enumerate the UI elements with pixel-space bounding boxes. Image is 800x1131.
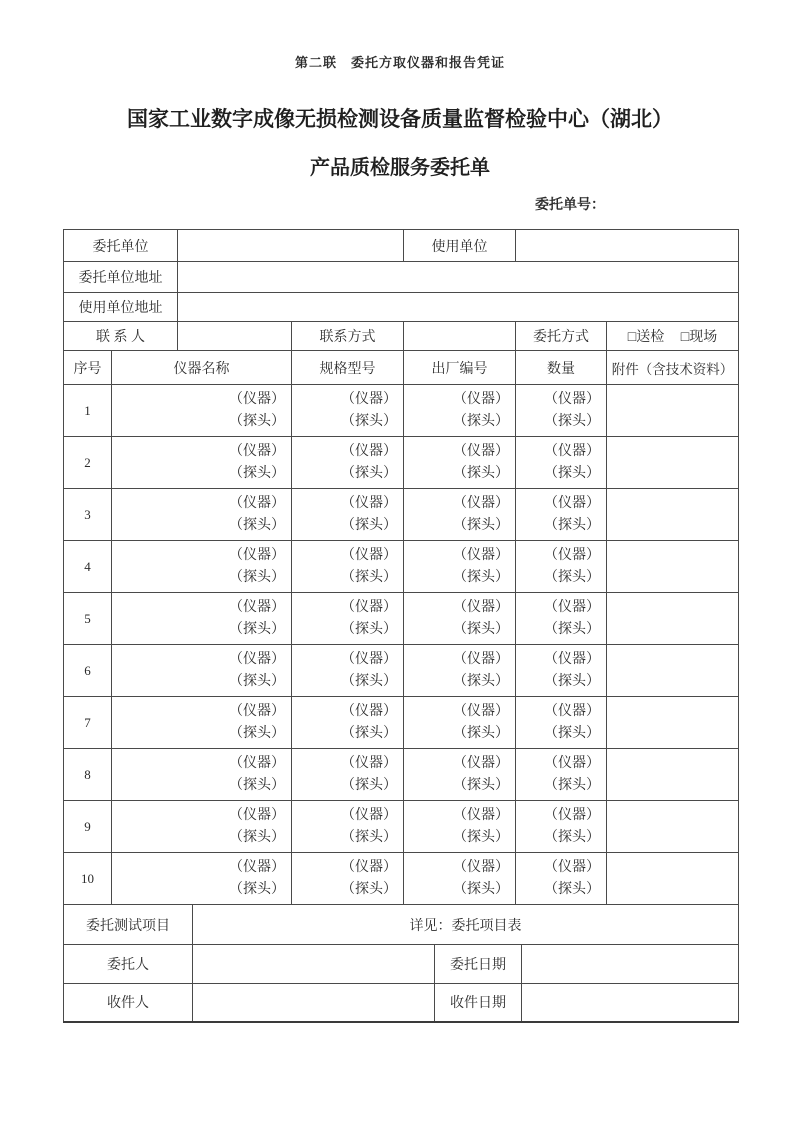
instrument-hint-text: （仪器） (229, 495, 285, 511)
attachment-cell[interactable] (607, 385, 739, 437)
instrument-hint-text: （仪器） (453, 443, 509, 459)
consignor-row (64, 945, 739, 984)
form-footer-table (63, 904, 739, 1023)
instrument-name-cell[interactable] (112, 853, 292, 905)
attachment-cell[interactable] (607, 697, 739, 749)
consign-date-label: 委托日期 (435, 945, 522, 984)
instrument-name-cell[interactable] (112, 593, 292, 645)
instrument-row (64, 697, 739, 749)
instrument-hint-text: （仪器） (229, 599, 285, 615)
instrument-hint-text: （仪器） (453, 859, 509, 875)
probe-hint-text: （探头） (453, 517, 509, 533)
probe-hint-text: （探头） (229, 569, 285, 585)
row-number: 5 (64, 593, 112, 645)
attachment-cell[interactable] (607, 749, 739, 801)
quantity-cell[interactable] (516, 385, 607, 437)
model-cell[interactable] (292, 437, 404, 489)
row-number: 4 (64, 541, 112, 593)
probe-hint-text: （探头） (544, 881, 600, 897)
instrument-hint-text: （仪器） (544, 443, 600, 459)
row-number: 6 (64, 645, 112, 697)
instrument-hint-text: （仪器） (341, 859, 397, 875)
commission-mode-options (607, 322, 739, 351)
probe-hint-text: （探头） (453, 673, 509, 689)
instrument-name-cell[interactable] (112, 697, 292, 749)
probe-hint-text: （探头） (544, 413, 600, 429)
instrument-hint-text: （仪器） (544, 391, 600, 407)
instrument-hint-text: （仪器） (229, 443, 285, 459)
probe-hint-text: （探头） (544, 465, 600, 481)
quantity-cell[interactable] (516, 749, 607, 801)
instrument-rows (64, 385, 739, 905)
instrument-hint-text: （仪器） (453, 391, 509, 407)
client-unit-row (64, 230, 739, 262)
instrument-row (64, 853, 739, 905)
instrument-name-cell[interactable] (112, 801, 292, 853)
user-address-field[interactable] (178, 293, 739, 322)
model-cell[interactable] (292, 593, 404, 645)
column-header-instrument-name: 仪器名称 (112, 351, 292, 385)
instrument-hint-text: （仪器） (544, 859, 600, 875)
instrument-hint-text: （仪器） (229, 547, 285, 563)
receive-date-field[interactable] (522, 984, 739, 1022)
probe-hint-text: （探头） (453, 465, 509, 481)
model-cell[interactable] (292, 853, 404, 905)
attachment-cell[interactable] (607, 645, 739, 697)
model-cell[interactable] (292, 385, 404, 437)
instrument-hint-text: （仪器） (544, 495, 600, 511)
serial-cell[interactable] (404, 697, 516, 749)
probe-hint-text: （探头） (341, 517, 397, 533)
instrument-hint-text: （仪器） (229, 807, 285, 823)
row-number: 1 (64, 385, 112, 437)
client-address-field[interactable] (178, 262, 739, 293)
instrument-hint-text: （仪器） (341, 443, 397, 459)
instrument-hint-text: （仪器） (341, 495, 397, 511)
column-header-index: 序号 (64, 351, 112, 385)
test-items-row (64, 905, 739, 945)
probe-hint-text: （探头） (229, 621, 285, 637)
instrument-hint-text: （仪器） (229, 755, 285, 771)
instrument-table-header-row (64, 351, 739, 385)
test-items-label: 委托测试项目 (64, 905, 193, 945)
instrument-hint-text: （仪器） (453, 755, 509, 771)
probe-hint-text: （探头） (229, 517, 285, 533)
instrument-hint-text: （仪器） (544, 547, 600, 563)
contact-method-field[interactable] (404, 322, 516, 351)
quantity-cell[interactable] (516, 541, 607, 593)
row-number: 2 (64, 437, 112, 489)
probe-hint-text: （探头） (453, 569, 509, 585)
row-number: 3 (64, 489, 112, 541)
instrument-hint-text: （仪器） (453, 703, 509, 719)
instrument-row (64, 593, 739, 645)
attachment-cell[interactable] (607, 593, 739, 645)
quantity-cell[interactable] (516, 697, 607, 749)
quantity-cell[interactable] (516, 593, 607, 645)
contact-method-label: 联系方式 (292, 322, 404, 351)
instrument-hint-text: （仪器） (229, 651, 285, 667)
instrument-name-cell[interactable] (112, 541, 292, 593)
instrument-hint-text: （仪器） (341, 807, 397, 823)
attachment-cell[interactable] (607, 489, 739, 541)
user-address-row (64, 293, 739, 322)
test-items-value: 详见：委托项目表 (193, 905, 739, 945)
consign-date-field[interactable] (522, 945, 739, 984)
probe-hint-text: （探头） (341, 829, 397, 845)
probe-hint-text: （探头） (341, 569, 397, 585)
probe-hint-text: （探头） (341, 465, 397, 481)
probe-hint-text: （探头） (453, 777, 509, 793)
probe-hint-text: （探头） (453, 621, 509, 637)
probe-hint-text: （探头） (453, 881, 509, 897)
instrument-row (64, 541, 739, 593)
column-header-quantity: 数量 (516, 351, 607, 385)
probe-hint-text: （探头） (341, 725, 397, 741)
attachment-cell[interactable] (607, 853, 739, 905)
probe-hint-text: （探头） (229, 725, 285, 741)
receive-date-label: 收件日期 (435, 984, 522, 1022)
instrument-row (64, 801, 739, 853)
instrument-hint-text: （仪器） (453, 547, 509, 563)
probe-hint-text: （探头） (341, 777, 397, 793)
probe-hint-text: （探头） (229, 777, 285, 793)
copy-label: 第二联 委托方取仪器和报告凭证 (294, 55, 505, 70)
instrument-hint-text: （仪器） (229, 859, 285, 875)
document-title: 国家工业数字成像无损检测设备质量监督检验中心（湖北） (127, 107, 673, 131)
commission-mode-label: 委托方式 (516, 322, 607, 351)
instrument-name-cell[interactable] (112, 749, 292, 801)
probe-hint-text: （探头） (544, 829, 600, 845)
row-number: 8 (64, 749, 112, 801)
checkbox-option-onsite[interactable]: □现场 (680, 330, 718, 345)
client-unit-label: 委托单位 (64, 230, 178, 262)
probe-hint-text: （探头） (229, 413, 285, 429)
client-address-row (64, 262, 739, 293)
model-cell[interactable] (292, 541, 404, 593)
instrument-name-cell[interactable] (112, 489, 292, 541)
probe-hint-text: （探头） (453, 413, 509, 429)
contact-row (64, 322, 739, 351)
instrument-hint-text: （仪器） (341, 599, 397, 615)
consignor-field[interactable] (193, 945, 435, 984)
model-cell[interactable] (292, 645, 404, 697)
instrument-name-cell[interactable] (112, 645, 292, 697)
attachment-cell[interactable] (607, 541, 739, 593)
model-cell[interactable] (292, 697, 404, 749)
quantity-cell[interactable] (516, 437, 607, 489)
model-cell[interactable] (292, 749, 404, 801)
serial-cell[interactable] (404, 593, 516, 645)
serial-cell[interactable] (404, 385, 516, 437)
contact-person-label: 联 系 人 (64, 322, 178, 351)
attachment-cell[interactable] (607, 801, 739, 853)
instrument-hint-text: （仪器） (341, 703, 397, 719)
user-unit-field[interactable] (516, 230, 739, 262)
probe-hint-text: （探头） (229, 673, 285, 689)
receiver-field[interactable] (193, 984, 435, 1022)
instrument-name-cell[interactable] (112, 385, 292, 437)
probe-hint-text: （探头） (544, 777, 600, 793)
serial-cell[interactable] (404, 853, 516, 905)
instrument-row (64, 437, 739, 489)
consignor-label: 委托人 (64, 945, 193, 984)
attachment-cell[interactable] (607, 437, 739, 489)
serial-cell[interactable] (404, 489, 516, 541)
contact-person-field[interactable] (178, 322, 292, 351)
instrument-hint-text: （仪器） (229, 391, 285, 407)
instrument-name-cell[interactable] (112, 437, 292, 489)
instrument-hint-text: （仪器） (544, 703, 600, 719)
user-unit-label: 使用单位 (404, 230, 516, 262)
instrument-row (64, 489, 739, 541)
order-number-label: 委托单号： (535, 198, 605, 213)
row-number: 7 (64, 697, 112, 749)
receiver-label: 收件人 (64, 984, 193, 1022)
instrument-hint-text: （仪器） (341, 651, 397, 667)
instrument-hint-text: （仪器） (341, 755, 397, 771)
receiver-row (64, 984, 739, 1022)
probe-hint-text: （探头） (544, 621, 600, 637)
column-header-serial: 出厂编号 (404, 351, 516, 385)
probe-hint-text: （探头） (229, 465, 285, 481)
instrument-hint-text: （仪器） (453, 651, 509, 667)
probe-hint-text: （探头） (229, 829, 285, 845)
instrument-hint-text: （仪器） (341, 391, 397, 407)
probe-hint-text: （探头） (341, 621, 397, 637)
instrument-row (64, 645, 739, 697)
probe-hint-text: （探头） (544, 569, 600, 585)
client-unit-field[interactable] (178, 230, 404, 262)
probe-hint-text: （探头） (544, 517, 600, 533)
probe-hint-text: （探头） (453, 829, 509, 845)
serial-cell[interactable] (404, 645, 516, 697)
probe-hint-text: （探头） (544, 725, 600, 741)
probe-hint-text: （探头） (341, 673, 397, 689)
instrument-hint-text: （仪器） (544, 651, 600, 667)
instrument-row (64, 749, 739, 801)
instrument-row (64, 385, 739, 437)
quantity-cell[interactable] (516, 645, 607, 697)
instrument-hint-text: （仪器） (453, 807, 509, 823)
instrument-hint-text: （仪器） (544, 599, 600, 615)
checkbox-option-delivery[interactable]: □送检 (627, 330, 665, 345)
probe-hint-text: （探头） (341, 413, 397, 429)
document-subtitle: 产品质检服务委托单 (310, 157, 490, 179)
probe-hint-text: （探头） (453, 725, 509, 741)
model-cell[interactable] (292, 801, 404, 853)
instrument-hint-text: （仪器） (453, 599, 509, 615)
instrument-hint-text: （仪器） (453, 495, 509, 511)
serial-cell[interactable] (404, 541, 516, 593)
probe-hint-text: （探头） (544, 673, 600, 689)
probe-hint-text: （探头） (229, 881, 285, 897)
instrument-hint-text: （仪器） (341, 547, 397, 563)
commission-form-table (63, 229, 739, 905)
client-address-label: 委托单位地址 (64, 262, 178, 293)
instrument-hint-text: （仪器） (544, 755, 600, 771)
quantity-cell[interactable] (516, 801, 607, 853)
row-number: 10 (64, 853, 112, 905)
column-header-model: 规格型号 (292, 351, 404, 385)
model-cell[interactable] (292, 489, 404, 541)
quantity-cell[interactable] (516, 489, 607, 541)
instrument-hint-text: （仪器） (544, 807, 600, 823)
probe-hint-text: （探头） (341, 881, 397, 897)
row-number: 9 (64, 801, 112, 853)
serial-cell[interactable] (404, 801, 516, 853)
serial-cell[interactable] (404, 749, 516, 801)
quantity-cell[interactable] (516, 853, 607, 905)
serial-cell[interactable] (404, 437, 516, 489)
column-header-attachment: 附件（含技术资料） (607, 351, 739, 385)
instrument-hint-text: （仪器） (229, 703, 285, 719)
user-address-label: 使用单位地址 (64, 293, 178, 322)
